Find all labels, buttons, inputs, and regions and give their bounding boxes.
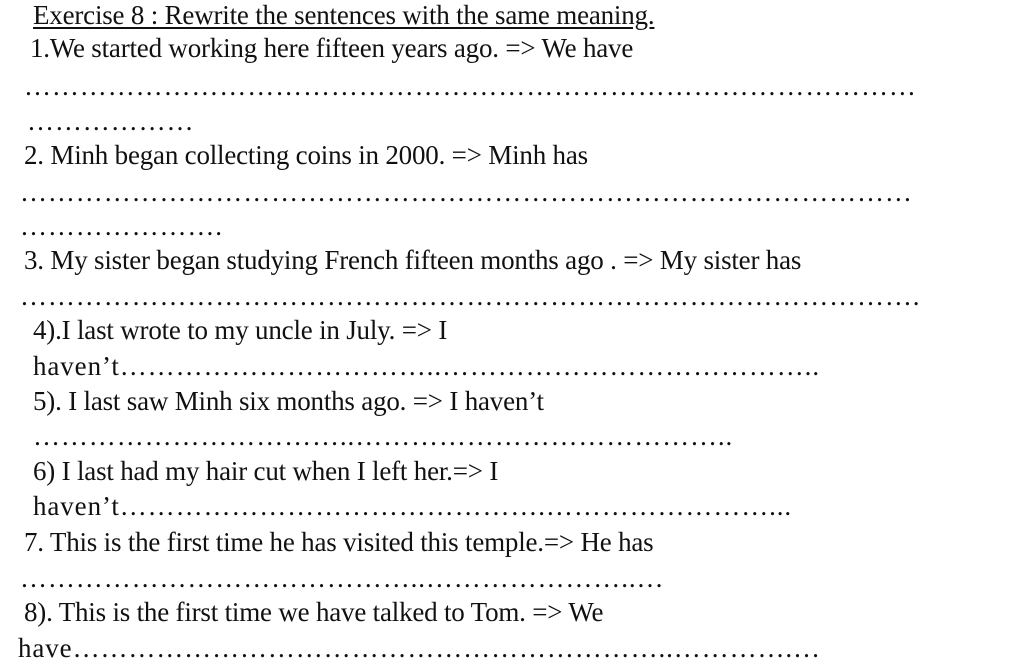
q3-answer-line: …………………………………………………………………………………….: [20, 281, 921, 311]
q6-prompt: 6) I last had my hair cut when I left her.=> I: [33, 456, 499, 486]
q2-answer-line-continued: ………………….: [20, 211, 223, 241]
q8-prompt: 8). This is the first time we have talked to Tom. => We: [24, 597, 604, 627]
exercise-title: Exercise 8 : Rewrite the sentences with the same meaning.: [33, 0, 655, 30]
q7-answer-line: ……………………………………..…………………..…: [20, 563, 665, 593]
q6-answer-line: haven’t……………………………………….……………………...: [33, 491, 793, 521]
q3-prompt: 3. My sister began studying French fifteen months ago . => My sister has: [24, 245, 802, 275]
q1-answer-line-continued: ………………: [27, 106, 195, 136]
q4-answer-line: haven’t……………………………..…………………………………..: [33, 351, 820, 381]
q8-answer-line: have………………………………………………………..………….…: [18, 633, 821, 663]
q2-prompt: 2. Minh began collecting coins in 2000. => Minh has: [24, 140, 588, 170]
q5-prompt: 5). I last saw Minh six months ago. => I haven’t: [33, 386, 544, 416]
q5-answer-line: ……………………………..…………………………………..: [33, 421, 734, 451]
q7-prompt: 7. This is the first time he has visited this temple.=> He has: [24, 527, 654, 557]
q4-prompt: 4).I last wrote to my uncle in July. => I: [33, 315, 448, 345]
q1-prompt: 1.We started working here fifteen years ago. => We have: [30, 33, 634, 63]
q1-answer-line: ……………………………………………………………………………………: [24, 71, 917, 101]
q2-answer-line: ……………………………………………………………………………………: [20, 177, 913, 207]
